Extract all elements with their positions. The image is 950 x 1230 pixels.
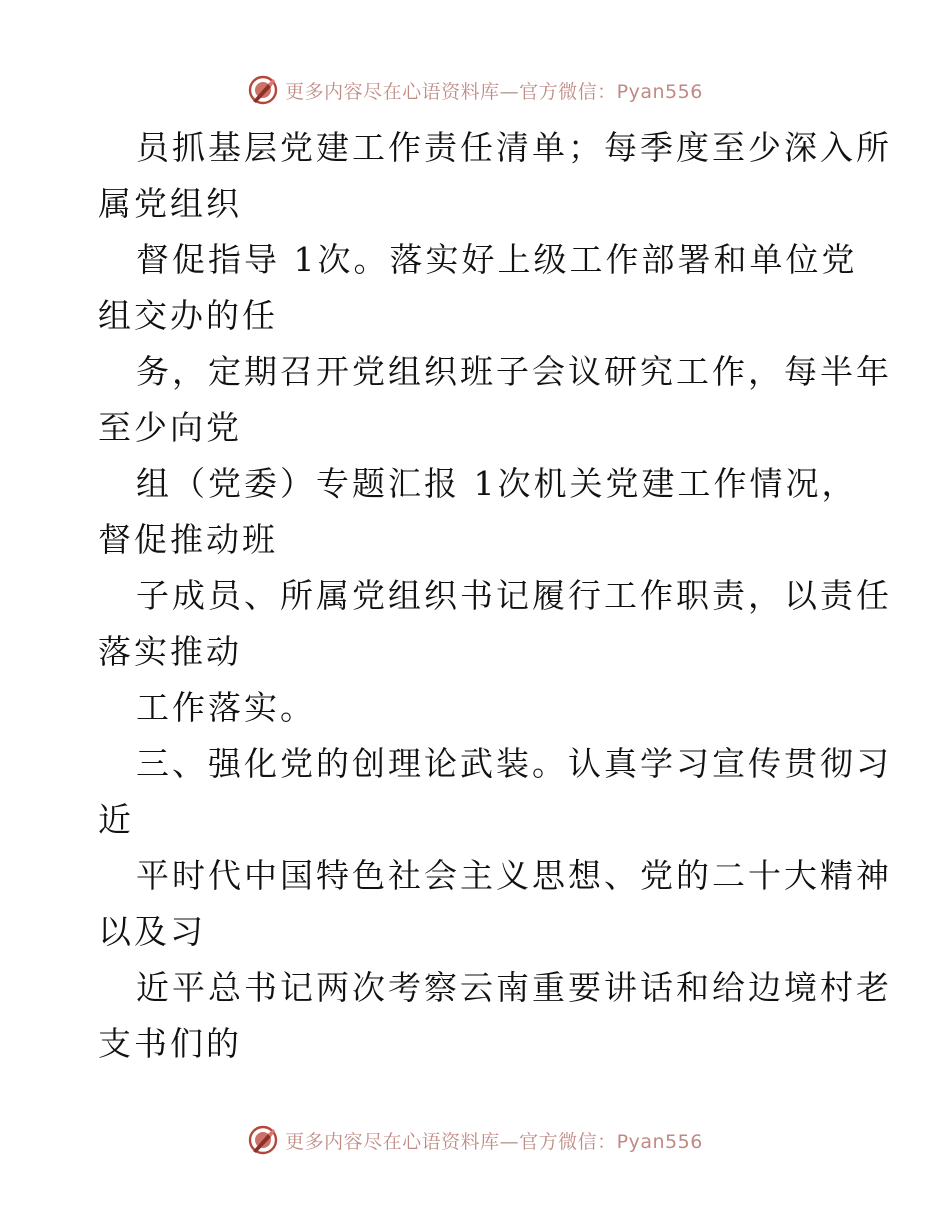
body-line: 工作落实。 [136,688,316,727]
footer-watermark [0,1120,950,1160]
body-line: 以及习 [98,912,206,951]
body-line: 三、强化党的创理论武装。认真学习宣传贯彻习 [136,744,892,783]
body-line: 组交办的任 [98,296,278,335]
body-line: 属党组织 [98,184,242,223]
pen-logo-icon [247,1124,279,1156]
body-line: 务，定期召开党组织班子会议研究工作，每半年 [136,352,892,391]
body-line: 至少向党 [98,408,242,447]
body-line: 组（党委）专题汇报 1次机关党建工作情况， [136,464,858,503]
watermark-separator: — [499,80,520,103]
body-line: 子成员、所属党组织书记履行工作职责，以责任 [136,576,892,615]
watermark-brand: 更多内容尽在心语资料库 [285,1130,500,1153]
watermark-contact: 官方微信：Pyan556 [519,1130,703,1153]
body-line: 员抓基层党建工作责任清单；每季度至少深入所 [136,128,892,167]
body-line: 督促指导 1次。落实好上级工作部署和单位党 [136,240,858,279]
body-line: 平时代中国特色社会主义思想、党的二十大精神 [136,856,892,895]
header-watermark [0,70,950,110]
pen-logo-icon [247,74,279,106]
watermark-brand: 更多内容尽在心语资料库 [285,80,500,103]
watermark-text [285,1127,703,1154]
watermark-contact: 官方微信：Pyan556 [519,80,703,103]
watermark-separator: — [499,1130,520,1153]
watermark-text [285,77,703,104]
body-line: 落实推动 [98,632,242,671]
body-line: 近 [98,800,134,839]
body-line: 支书们的 [98,1024,242,1063]
body-line: 近平总书记两次考察云南重要讲话和给边境村老 [136,968,892,1007]
document-body [98,120,892,1072]
body-line: 督促推动班 [98,520,278,559]
